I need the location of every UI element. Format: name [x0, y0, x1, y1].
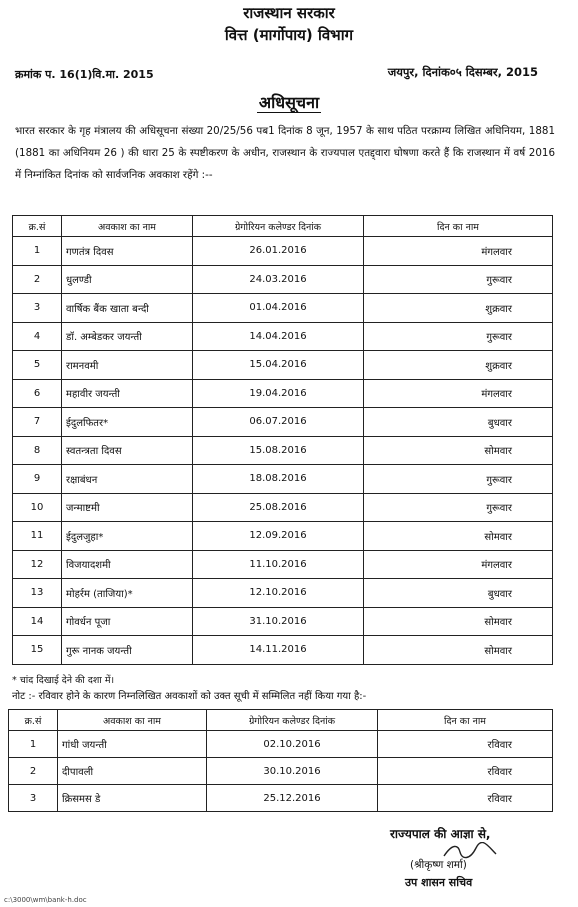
cell-date: 14.04.2016: [193, 322, 364, 351]
holiday-row: [13, 379, 553, 408]
cell-date: 15.08.2016: [193, 436, 364, 465]
cell-date: 25.12.2016: [207, 785, 378, 812]
cell-day: सोमवार: [364, 636, 553, 665]
cell-sn: 2: [9, 758, 58, 785]
cell-holiday-name: ईदुलफितर*: [62, 408, 193, 437]
cell-date: 01.04.2016: [193, 294, 364, 323]
header-line1: राजस्थान सरकार: [243, 4, 335, 22]
holiday-row: [13, 351, 553, 380]
col-header-sn: क्र.सं: [13, 216, 62, 237]
cell-holiday-name: गांधी जयन्ती: [58, 731, 207, 758]
cell-sn: 1: [9, 731, 58, 758]
sunday-table-header: [9, 710, 553, 731]
holiday-row: [13, 550, 553, 579]
cell-date: 12.09.2016: [193, 522, 364, 551]
cell-date: 18.08.2016: [193, 465, 364, 494]
cell-day: गुरूवार: [364, 265, 553, 294]
cell-sn: 13: [13, 579, 62, 608]
cell-sn: 2: [13, 265, 62, 294]
cell-sn: 10: [13, 493, 62, 522]
header-line2: वित्त (मार्गोपाय) विभाग: [224, 26, 354, 44]
cell-holiday-name: स्वतन्त्रता दिवस: [62, 436, 193, 465]
cell-date: 24.03.2016: [193, 265, 364, 294]
holiday-row: [13, 579, 553, 608]
cell-holiday-name: जन्माष्टमी: [62, 493, 193, 522]
footer-file-path: c:\3000\wm\bank-h.doc: [4, 896, 87, 904]
cell-holiday-name: गुरू नानक जयन्ती: [62, 636, 193, 665]
holiday-row: [13, 522, 553, 551]
cell-day: सोमवार: [364, 607, 553, 636]
cell-sn: 12: [13, 550, 62, 579]
cell-sn: 5: [13, 351, 62, 380]
reference-number: क्रमांक प. 16(1)वि.मा. 2015: [15, 68, 154, 81]
cell-date: 25.08.2016: [193, 493, 364, 522]
cell-date: 11.10.2016: [193, 550, 364, 579]
cell-holiday-name: गोवर्धन पूजा: [62, 607, 193, 636]
holidays-table: [12, 215, 553, 665]
holiday-row: [13, 237, 553, 266]
place-date: जयपुर, दिनांक०५ दिसम्बर, 2015: [387, 65, 538, 79]
cell-date: 12.10.2016: [193, 579, 364, 608]
cell-holiday-name: क्रिसमस डे: [58, 785, 207, 812]
cell-day: बुधवार: [364, 579, 553, 608]
cell-sn: 11: [13, 522, 62, 551]
holiday-row: [13, 408, 553, 437]
cell-day: गुरूवार: [364, 465, 553, 494]
cell-holiday-name: धुलण्डी: [62, 265, 193, 294]
cell-sn: 6: [13, 379, 62, 408]
cell-sn: 3: [9, 785, 58, 812]
cell-date: 06.07.2016: [193, 408, 364, 437]
cell-day: गुरूवार: [364, 493, 553, 522]
signatory-name: (श्रीकृष्ण शर्मा): [410, 859, 467, 871]
cell-holiday-name: डॉ. अम्बेडकर जयन्ती: [62, 322, 193, 351]
cell-sn: 3: [13, 294, 62, 323]
cell-day: रविवार: [378, 731, 553, 758]
cell-day: बुधवार: [364, 408, 553, 437]
cell-day: शुक्रवार: [364, 351, 553, 380]
cell-holiday-name: वार्षिक बैंक खाता बन्दी: [62, 294, 193, 323]
holiday-row: [13, 607, 553, 636]
sunday-holiday-row: [9, 731, 553, 758]
notification-title: [0, 91, 578, 113]
cell-date: 31.10.2016: [193, 607, 364, 636]
holiday-row: [13, 294, 553, 323]
col-header-name: अवकाश का नाम: [58, 710, 207, 731]
cell-date: 30.10.2016: [207, 758, 378, 785]
cell-sn: 9: [13, 465, 62, 494]
cell-day: रविवार: [378, 785, 553, 812]
holiday-row: [13, 636, 553, 665]
cell-day: सोमवार: [364, 522, 553, 551]
cell-holiday-name: रक्षाबंधन: [62, 465, 193, 494]
holidays-table-header: [13, 216, 553, 237]
note-star: * चांद दिखाई देने की दशा में।: [12, 675, 115, 686]
sunday-holiday-row: [9, 758, 553, 785]
col-header-sn: क्र.सं: [9, 710, 58, 731]
holiday-row: [13, 322, 553, 351]
cell-sn: 7: [13, 408, 62, 437]
cell-holiday-name: विजयादशमी: [62, 550, 193, 579]
cell-day: सोमवार: [364, 436, 553, 465]
cell-holiday-name: ईदुलजुहा*: [62, 522, 193, 551]
cell-sn: 4: [13, 322, 62, 351]
cell-day: मंगलवार: [364, 379, 553, 408]
cell-date: 15.04.2016: [193, 351, 364, 380]
cell-sn: 8: [13, 436, 62, 465]
notification-paragraph: भारत सरकार के गृह मंत्रालय की अधिसूचना संख्या 20/25/56 पब1 दिनांक 8 जून, 1957 के साथ पठित परक्राम्य लिखित अधिनियम, 1881 (1881 का अधिनियम 26 ) की धारा 25 के स्पष्टीकरण के अधीन, राजस्थान के राज्यपाल एतद्द्वारा घोषणा करते हैं कि राजस्थान में वर्ष 2016 में निम्नांकित दिनांक को सार्वजनिक अवकाश रहेंगे :--: [15, 125, 555, 181]
cell-holiday-name: दीपावली: [58, 758, 207, 785]
signatory-designation: उप शासन सचिव: [405, 876, 473, 889]
sunday-holidays-table: [8, 709, 553, 812]
holiday-row: [13, 493, 553, 522]
cell-date: 14.11.2016: [193, 636, 364, 665]
notification-title-text: अधिसूचना: [258, 93, 320, 112]
cell-day: शुक्रवार: [364, 294, 553, 323]
cell-date: 19.04.2016: [193, 379, 364, 408]
col-header-date: ग्रेगोरियन कलेण्डर दिनांक: [207, 710, 378, 731]
col-header-day: दिन का नाम: [364, 216, 553, 237]
cell-day: मंगलवार: [364, 550, 553, 579]
holiday-row: [13, 265, 553, 294]
holiday-row: [13, 465, 553, 494]
cell-day: मंगलवार: [364, 237, 553, 266]
note-sunday: नोट :- रविवार होने के कारण निम्नलिखित अवकाशों को उक्त सूची में सम्मिलित नहीं किया गया है:-: [12, 691, 367, 702]
cell-holiday-name: मोहर्रम (ताजिया)*: [62, 579, 193, 608]
signature-order: राज्यपाल की आज्ञा से,: [390, 827, 491, 841]
col-header-day: दिन का नाम: [378, 710, 553, 731]
cell-holiday-name: रामनवमी: [62, 351, 193, 380]
cell-day: गुरूवार: [364, 322, 553, 351]
cell-sn: 14: [13, 607, 62, 636]
sunday-holiday-row: [9, 785, 553, 812]
cell-date: 02.10.2016: [207, 731, 378, 758]
cell-holiday-name: गणतंत्र दिवस: [62, 237, 193, 266]
cell-holiday-name: महावीर जयन्ती: [62, 379, 193, 408]
cell-sn: 15: [13, 636, 62, 665]
col-header-date: ग्रेगोरियन कलेण्डर दिनांक: [193, 216, 364, 237]
col-header-name: अवकाश का नाम: [62, 216, 193, 237]
cell-date: 26.01.2016: [193, 237, 364, 266]
cell-sn: 1: [13, 237, 62, 266]
holiday-row: [13, 436, 553, 465]
cell-day: रविवार: [378, 758, 553, 785]
